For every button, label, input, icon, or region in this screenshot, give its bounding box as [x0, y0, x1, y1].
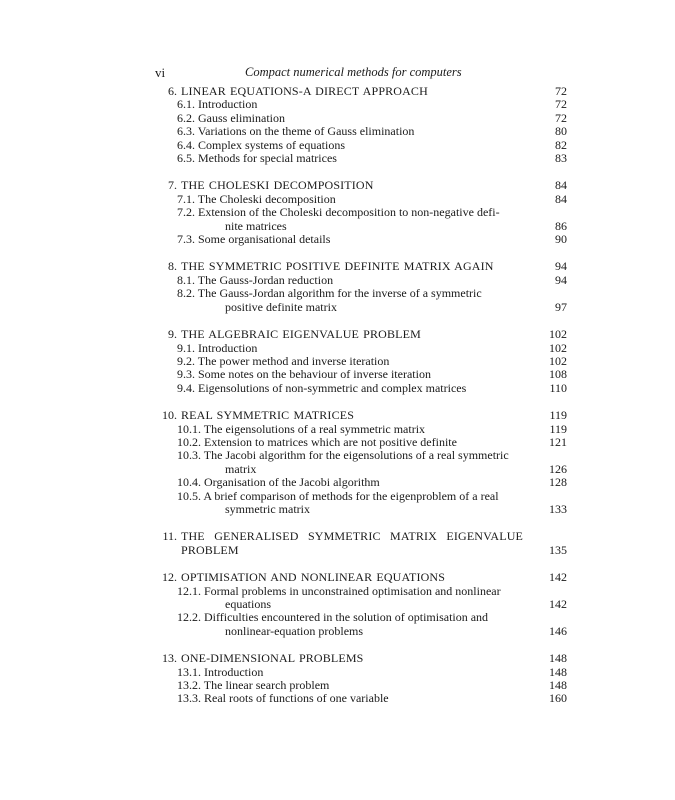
toc-entry — [160, 476, 567, 489]
section-label: 10.2. Extension to matrices which are not positive definite — [177, 434, 457, 449]
section-label: 6.2. Gauss elimination — [177, 110, 285, 125]
toc-entry — [160, 423, 567, 436]
toc-entry — [160, 666, 567, 679]
chapter-page: 148 — [549, 651, 567, 666]
chapter-heading — [160, 179, 567, 192]
section-page: 90 — [555, 232, 567, 247]
chapter-number: 13. — [162, 651, 177, 666]
chapter-title: LINEAR EQUATIONS-A DIRECT APPROACH — [181, 84, 428, 98]
toc-entry — [160, 585, 567, 612]
toc-entry — [160, 611, 567, 638]
section-label: 12.1. Formal problems in unconstrained optimisation and nonlinear — [177, 583, 501, 598]
toc-entry — [160, 342, 567, 355]
section-label: 7.2. Extension of the Choleski decomposition to non-negative defi- — [177, 205, 500, 220]
chapter-page: 72 — [555, 84, 567, 98]
toc-entry — [160, 274, 567, 287]
section-page: 128 — [549, 475, 567, 490]
chapter-title: THE GENERALISED SYMMETRIC MATRIX EIGENVALUE — [181, 529, 523, 544]
section-page: 82 — [555, 137, 567, 152]
section-label: 9.2. The power method and inverse iteration — [177, 353, 390, 368]
section-page: 84 — [555, 191, 567, 206]
section-page: 126 — [549, 461, 567, 476]
chapter-title: OPTIMISATION AND NONLINEAR EQUATIONS — [181, 570, 446, 585]
toc-chapter — [160, 652, 567, 706]
chapter-title: THE ALGEBRAIC EIGENVALUE PROBLEM — [181, 327, 421, 342]
chapter-heading — [160, 652, 567, 665]
toc-entry — [160, 139, 567, 152]
section-label: 7.3. Some organisational details — [177, 232, 331, 247]
chapter-heading — [160, 328, 567, 341]
chapter-heading — [160, 260, 567, 273]
toc-entry — [160, 382, 567, 395]
section-page: 119 — [549, 421, 567, 436]
section-page: 83 — [555, 151, 567, 166]
toc-entry — [160, 98, 567, 111]
toc-entry — [160, 287, 567, 314]
section-label: 9.3. Some notes on the behaviour of inverse iteration — [177, 367, 431, 382]
toc-entry — [160, 112, 567, 125]
chapter-title-continued: PROBLEM — [181, 542, 239, 557]
toc-entry — [160, 233, 567, 246]
section-page: 133 — [549, 501, 567, 516]
section-label-continued: nonlinear-equation problems — [225, 623, 364, 638]
toc-entry — [160, 355, 567, 368]
toc-chapter — [160, 260, 567, 314]
toc-entry — [160, 692, 567, 705]
chapter-page: 84 — [555, 178, 567, 193]
toc-chapter — [160, 179, 567, 246]
section-label-continued: matrix — [225, 461, 257, 476]
toc-entry — [160, 490, 567, 517]
toc-chapter — [160, 530, 567, 557]
toc-entry — [160, 679, 567, 692]
section-label-continued: symmetric matrix — [225, 501, 310, 516]
chapter-number: 11. — [162, 529, 177, 544]
chapter-heading — [160, 85, 567, 98]
section-page: 146 — [549, 623, 567, 638]
chapter-title: ONE-DIMENSIONAL PROBLEMS — [181, 651, 364, 666]
table-of-contents — [160, 85, 567, 720]
chapter-number: 10. — [162, 408, 177, 423]
page-number: vi — [155, 65, 166, 80]
section-page: 80 — [555, 124, 567, 139]
toc-entry — [160, 152, 567, 165]
chapter-page: 135 — [549, 542, 567, 557]
section-page: 142 — [549, 597, 567, 611]
section-page: 108 — [549, 367, 567, 382]
section-label: 6.5. Methods for special matrices — [177, 151, 337, 166]
section-label-continued: equations — [225, 597, 271, 611]
section-page: 72 — [555, 97, 567, 112]
section-label-continued: positive definite matrix — [225, 299, 337, 314]
section-page: 160 — [549, 691, 567, 706]
page-header — [155, 66, 567, 80]
chapter-heading — [160, 571, 567, 584]
section-label: 10.3. The Jacobi algorithm for the eigensolutions of a real symmetric — [177, 448, 509, 463]
chapter-number: 9. — [168, 327, 177, 342]
chapter-title: THE SYMMETRIC POSITIVE DEFINITE MATRIX AGAIN — [181, 259, 494, 274]
chapter-page: 142 — [549, 570, 567, 585]
section-page: 94 — [555, 272, 567, 287]
section-page: 72 — [555, 110, 567, 125]
section-label: 7.1. The Choleski decomposition — [177, 191, 336, 206]
section-page: 86 — [555, 218, 567, 233]
toc-entry — [160, 125, 567, 138]
toc-entry — [160, 206, 567, 233]
section-label: 13.2. The linear search problem — [177, 678, 330, 693]
section-page: 148 — [549, 678, 567, 693]
toc-chapter — [160, 85, 567, 165]
section-label: 9.1. Introduction — [177, 340, 258, 355]
chapter-number: 6. — [168, 84, 177, 98]
chapter-title: THE CHOLESKI DECOMPOSITION — [181, 178, 374, 193]
section-page: 110 — [549, 380, 567, 395]
chapter-page: 94 — [555, 259, 567, 274]
section-label: 13.1. Introduction — [177, 664, 264, 679]
running-title: Compact numerical methods for computers — [245, 65, 462, 79]
chapter-number: 12. — [162, 570, 177, 585]
toc-chapter — [160, 328, 567, 395]
toc-entry — [160, 193, 567, 206]
toc-chapter — [160, 409, 567, 516]
section-page: 148 — [549, 664, 567, 679]
chapter-page: 102 — [549, 327, 567, 342]
section-label: 10.1. The eigensolutions of a real symmetric matrix — [177, 421, 426, 436]
section-page: 121 — [549, 434, 567, 449]
section-label: 6.1. Introduction — [177, 97, 258, 112]
section-label-continued: nite matrices — [225, 218, 287, 233]
chapter-number: 7. — [168, 178, 177, 193]
chapter-heading — [160, 409, 567, 422]
section-label: 10.5. A brief comparison of methods for the eigenproblem of a real — [177, 488, 499, 503]
toc-entry — [160, 436, 567, 449]
toc-entry — [160, 449, 567, 476]
section-label: 10.4. Organisation of the Jacobi algorithm — [177, 475, 380, 490]
section-label: 8.1. The Gauss-Jordan reduction — [177, 272, 334, 287]
section-label: 8.2. The Gauss-Jordan algorithm for the inverse of a symmetric — [177, 286, 482, 301]
section-page: 102 — [549, 353, 567, 368]
toc-chapter — [160, 571, 567, 638]
section-label: 9.4. Eigensolutions of non-symmetric and complex matrices — [177, 380, 467, 395]
section-page: 102 — [549, 340, 567, 355]
section-page: 97 — [555, 299, 567, 314]
chapter-heading — [160, 530, 567, 557]
chapter-number: 8. — [168, 259, 177, 274]
section-label: 6.4. Complex systems of equations — [177, 137, 345, 152]
toc-entry — [160, 368, 567, 381]
section-label: 13.3. Real roots of functions of one variable — [177, 691, 389, 706]
section-label: 6.3. Variations on the theme of Gauss elimination — [177, 124, 415, 139]
chapter-title: REAL SYMMETRIC MATRICES — [181, 408, 355, 423]
chapter-page: 119 — [549, 408, 567, 423]
section-label: 12.2. Difficulties encountered in the solution of optimisation and — [177, 610, 489, 625]
